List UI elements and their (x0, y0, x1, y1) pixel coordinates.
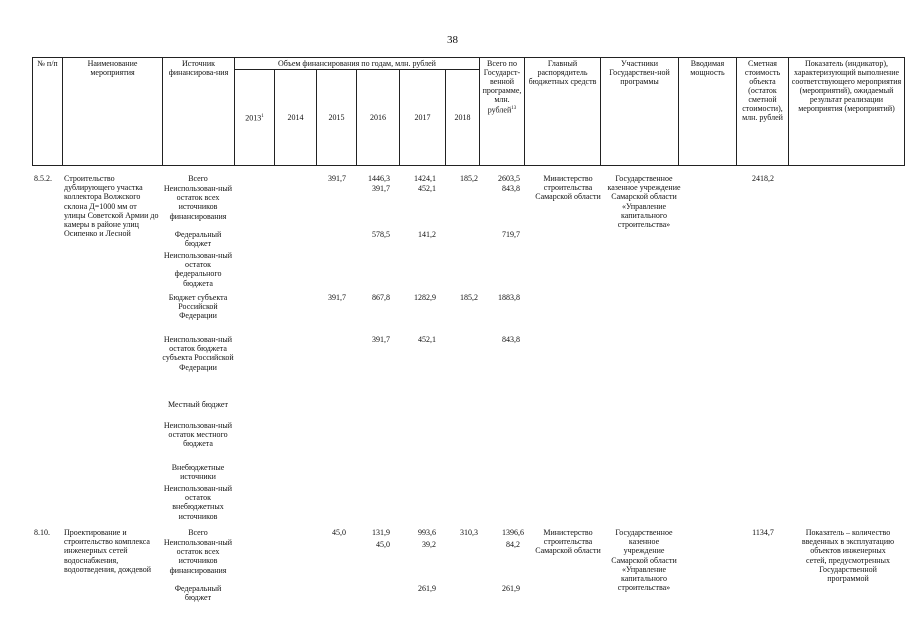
header-indicator: Показатель (индикатор), характеризующий выполнение соответствующего мероприятия (мероприятий), ожидаемый результат реализации мероприятия (мероприятий) (789, 58, 905, 166)
header-year-2013: 2013$^1$ (235, 70, 275, 166)
header-total: Всего по Государст-венной программе, млн. рублей$^{13}$ (480, 58, 525, 166)
value-2017: 452,1 (418, 184, 436, 193)
row-estimate: 1134,7 (752, 528, 774, 537)
value-2017: 1282,9 (414, 293, 436, 302)
source-label: Всего (188, 528, 208, 537)
value-total: 719,7 (502, 230, 520, 239)
row-indicator: Показатель – количество введенных в эксплуатацию объектов инженерных сетей, предусмотренных Государственной программой (801, 528, 895, 584)
row-event-name: Проектирование и строительство комплекса инженерных сетей водоснабжения, водоотведения, дождевой (64, 528, 152, 574)
value-total: 843,8 (502, 335, 520, 344)
value-2016: 391,7 (372, 335, 390, 344)
value-total: 1396,6 (502, 528, 524, 537)
value-2016: 1446,3 (368, 174, 390, 183)
value-2016: 867,8 (372, 293, 390, 302)
value-2017: 39,2 (422, 540, 436, 549)
row-main-manager: Министерство строительства Самарской области (535, 528, 601, 556)
header-year-2016: 2016 (357, 70, 400, 166)
value-2016: 578,5 (372, 230, 390, 239)
value-total: 843,8 (502, 184, 520, 193)
source-label: Внебюджетные источники (171, 463, 225, 482)
row-participant: Государственное казенное учреждение Самарской области «Управление капитального строительства» (611, 528, 677, 593)
source-label: Федеральный бюджет (174, 230, 222, 249)
row-number: 8.10. (34, 528, 50, 537)
source-label: Неиспользован-ный остаток местного бюджета (163, 421, 233, 449)
value-total: 261,9 (502, 584, 520, 593)
source-label: Неиспользован-ный остаток федерального бюджета (163, 251, 233, 288)
header-number: № п/п (33, 58, 63, 166)
value-2018: 185,2 (460, 174, 478, 183)
row-estimate: 2418,2 (752, 174, 774, 183)
value-total: 1883,8 (498, 293, 520, 302)
header-main-manager: Главный распорядитель бюджетных средств (525, 58, 601, 166)
source-label: Бюджет субъекта Российской Федерации (168, 293, 228, 321)
value-2015: 391,7 (328, 174, 346, 183)
header-year-2017: 2017 (400, 70, 446, 166)
header-event-name: Наименование мероприятия (63, 58, 163, 166)
source-label: Неиспользован-ный остаток всех источников финансирования (163, 538, 233, 575)
value-2017: 261,9 (418, 584, 436, 593)
value-2018: 310,3 (460, 528, 478, 537)
header-funding-source: Источник финансирова-ния (163, 58, 235, 166)
value-total: 2603,5 (498, 174, 520, 183)
row-main-manager: Министерство строительства Самарской области (535, 174, 601, 202)
header-year-2015: 2015 (317, 70, 357, 166)
header-year-2018: 2018 (446, 70, 480, 166)
source-label: Федеральный бюджет (174, 584, 222, 603)
value-2016: 391,7 (372, 184, 390, 193)
page-number: 38 (447, 34, 458, 46)
row-number: 8.5.2. (34, 174, 52, 183)
value-2017: 1424,1 (414, 174, 436, 183)
header-participants: Участники Государствен-ной программы (601, 58, 679, 166)
source-label: Местный бюджет (168, 400, 228, 409)
value-2016: 45,0 (376, 540, 390, 549)
value-total: 84,2 (506, 540, 520, 549)
row-participant: Государственное казенное учреждение Самарской области «Управление капитального строительства» (607, 174, 681, 230)
source-label: Неиспользован-ный остаток бюджета субъекта Российской Федерации (162, 335, 234, 372)
table-header (32, 57, 905, 166)
header-estimate: Сметная стоимость объекта (остаток сметной стоимости), млн. рублей (737, 58, 789, 166)
header-year-2014: 2014 (275, 70, 317, 166)
value-2017: 141,2 (418, 230, 436, 239)
value-2017: 993,6 (418, 528, 436, 537)
source-label: Неиспользован-ный остаток внебюджетных источников (163, 484, 233, 521)
value-2017: 452,1 (418, 335, 436, 344)
header-capacity: Вводимая мощность (679, 58, 737, 166)
value-2016: 131,9 (372, 528, 390, 537)
source-label: Всего (188, 174, 208, 183)
source-label: Неиспользован-ный остаток всех источников финансирования (163, 184, 233, 221)
row-event-name: Строительство дублирующего участка коллектора Волжского склона Д=1000 мм от улицы Советской Армии до камеры в районе улиц Осипенко и Лесной (64, 174, 159, 239)
value-2018: 185,2 (460, 293, 478, 302)
value-2015: 45,0 (332, 528, 346, 537)
header-funding-volume: Объем финансирования по годам, млн. рублей (235, 58, 480, 70)
value-2015: 391,7 (328, 293, 346, 302)
